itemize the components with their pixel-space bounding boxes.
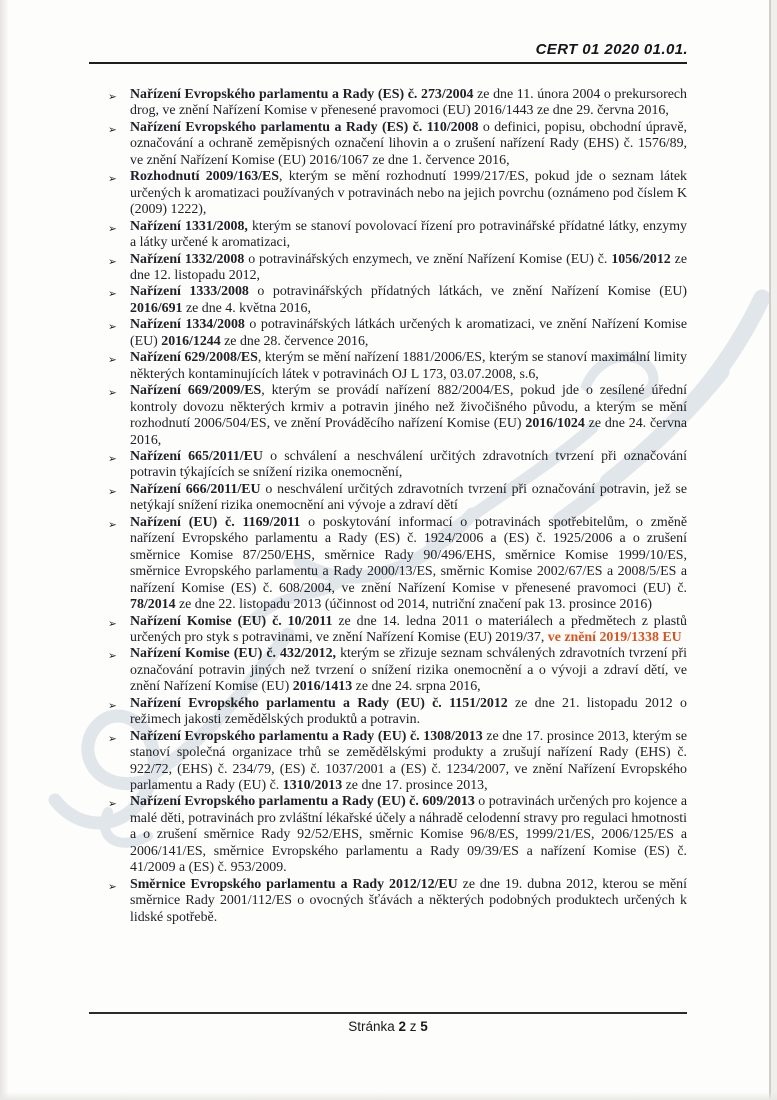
list-item-text: Nařízení Evropského parlamentu a Rady (EU) č. 1151/2012 ze dne 21. listopadu 2012 o režimech jakosti zemědělských produktů a potravin.: [130, 695, 687, 728]
list-item: [107, 794, 687, 876]
list-item-text: Nařízení 1333/2008 o potravinářských přídatných látkách, ve znění Nařízení Komise (EU) 2016/691 ze dne 4. května 2016,: [130, 284, 688, 316]
list-item: [107, 696, 687, 729]
list-item-text: Nařízení (EU) č. 1169/2011 o poskytování informací o potravinách spotřebitelům, o změně nařízení Evropského parlamentu a Rady (ES) č. 1924/2006 a (ES) č. 1925/2006 a o zrušení směrnice Komise 87/250/EHS, směrnice Rady 90/496/EHS, směrnice Komise 1999/10/ES, směrnice Evropského parlamentu a Rady 2000/13/ES, směrnic Komise 2002/67/ES a 2008/5/ES a nařízení Komise (ES) č. 608/2004, ve znění Nařízení Komise v přenesené pravomoci (EU) č. 78/2014 ze dne 22. listopadu 2013 (účinnost od 2014, nutriční značení pak 13. prosince 2016): [130, 514, 687, 613]
list-item: [107, 252, 687, 285]
list-item: [107, 284, 687, 317]
bullet-arrow-icon: ➢: [108, 387, 117, 400]
list-item: [107, 729, 687, 795]
footer-rule: [89, 1012, 687, 1014]
list-item: [107, 646, 687, 695]
list-item: [107, 383, 687, 449]
list-item: [107, 449, 687, 482]
list-item-text: Nařízení Evropského parlamentu a Rady (EU) č. 609/2013 o potravinách určených pro kojence a malé děti, potravinách pro zvláštní lékařské účely a náhradě celodenní stravy pro regulaci hmotnosti a o zrušení směrnice Rady 92/52/EHS, směrnic Komise 96/8/ES, 1999/21/ES, 2006/125/ES a 2006/141/ES, směrnice Evropského parlamentu a Rady 09/39/ES a nařízení Komise (ES) č. 41/2009 a (ES) č. 953/2009.: [130, 794, 688, 876]
page-number-current: 2: [398, 1019, 406, 1034]
list-item-text: Nařízení 665/2011/EU o schválení a neschválení určitých zdravotních tvrzení při označování potravin týkajících se snížení rizika onemocnění,: [130, 448, 687, 481]
list-item-text: Nařízení 666/2011/EU o neschválení určitých zdravotních tvrzení při označování potravin, jež se netýkají snížení rizika onemocnění ani vývoje a zdraví dětí: [130, 481, 687, 514]
list-item-text: Nařízení Evropského parlamentu a Rady (ES) č. 110/2008 o definici, popisu, obchodní úpravě, označování a ochraně zeměpisných označení lihovin a o zrušení nařízení Rady (EHS) č. 1576/89, ve znění Nařízení Komise (EU) 2016/1067 ze dne 1. července 2016,: [130, 119, 688, 168]
bullet-arrow-icon: ➢: [108, 880, 117, 893]
list-item: [107, 87, 687, 120]
bullet-arrow-icon: ➢: [108, 222, 117, 235]
bullet-arrow-icon: ➢: [108, 173, 117, 186]
bullet-arrow-icon: ➢: [108, 354, 117, 367]
list-item: [107, 169, 687, 218]
bullet-arrow-icon: ➢: [108, 650, 117, 663]
page-number-label: Stránka: [348, 1019, 395, 1034]
list-item: [107, 219, 687, 252]
scan-edge-bottom: [0, 1092, 777, 1100]
list-item-text: Nařízení Evropského parlamentu a Rady (EU) č. 1308/2013 ze dne 17. prosince 2013, kterým se stanoví společná organizace trhů se zemědělskými produkty a zrušují nařízení Rady (EHS) č. 922/72, (EHS) č. 234/79, (ES) č. 1037/2001 a (ES) č. 1234/2007, ve znění Nařízení Evropského parlamentu a Rady (EU) č. 1310/2013 ze dne 17. prosince 2013,: [130, 728, 687, 794]
list-item: [107, 120, 687, 169]
bullet-arrow-icon: ➢: [108, 123, 117, 136]
scan-edge-left: [0, 0, 9, 1100]
page-number-separator: z: [409, 1019, 417, 1034]
regulation-list: [107, 87, 687, 926]
bullet-arrow-icon: ➢: [108, 255, 117, 268]
page-number: [89, 1019, 687, 1034]
list-item-text: Nařízení Evropského parlamentu a Rady (ES) č. 273/2004 ze dne 11. února 2004 o prekursorech drog, ve znění Nařízení Komise v přenesené pravomoci (EU) 2016/1443 ze dne 29. června 2016,: [130, 87, 688, 119]
list-item-text: Rozhodnutí 2009/163/ES, kterým se mění rozhodnutí 1999/217/ES, pokud jde o seznam látek určených k aromatizaci používaných v potravinách nebo na jejich povrchu (oznámeno pod číslem K (2009) 1222),: [130, 169, 687, 218]
bullet-arrow-icon: ➢: [108, 452, 117, 465]
list-item-text: Nařízení 669/2009/ES, kterým se provádí nařízení 882/2004/ES, pokud jde o zesílené úřední kontroly dovozu některých krmiv a potravin jiného než živočišného původu, a kterým se mění rozhodnutí 2006/504/ES, ve znění Prováděcího nařízení Komise (EU) 2016/1024 ze dne 24. června 2016,: [130, 383, 688, 448]
list-item-text: Nařízení Komise (EU) č. 10/2011 ze dne 14. ledna 2011 o materiálech a předmětech z plastů určených pro styk s potravinami, ve znění Nařízení Komise (EU) 2019/37, ve znění 2019/1338 EU: [130, 613, 687, 645]
document-code: CERT 01 2020 01.01.: [535, 41, 688, 58]
bullet-arrow-icon: ➢: [108, 518, 117, 531]
list-item-text: Směrnice Evropského parlamentu a Rady 2012/12/EU ze dne 19. dubna 2012, kterou se mění směrnice Rady 2001/112/ES o ovocných šťávách a některých podobných produktech určených k lidské spotřebě.: [130, 876, 687, 925]
bullet-arrow-icon: ➢: [108, 321, 117, 334]
bullet-arrow-icon: ➢: [108, 91, 117, 103]
bullet-arrow-icon: ➢: [108, 732, 117, 745]
list-item: [107, 350, 687, 383]
list-item-text: Nařízení Komise (EU) č. 432/2012, kterým se zřizuje seznam schválených zdravotních tvrzení při označování potravin jiných než tvrzení o snížení rizika onemocnění a o vývoji a zdraví dětí, ve znění Nařízení Komise (EU) 2016/1413 ze dne 24. srpna 2016,: [130, 646, 687, 695]
list-item-text: Nařízení 1332/2008 o potravinářských enzymech, ve znění Nařízení Komise (EU) č. 1056/2012 ze dne 12. listopadu 2012,: [130, 251, 688, 283]
bullet-arrow-icon: ➢: [108, 485, 117, 498]
list-item-text: Nařízení 1331/2008, kterým se stanoví povolovací řízení pro potravinářské přídatné látky, enzymy a látky určené k aromatizaci,: [130, 218, 687, 251]
list-item: [107, 317, 687, 350]
list-item-text: Nařízení 629/2008/ES, kterým se mění nařízení 1881/2006/ES, kterým se stanoví maximální limity některých kontaminujících látek v potravinách OJ L 173, 03.07.2008, s.6,: [130, 350, 687, 382]
bullet-arrow-icon: ➢: [108, 288, 117, 301]
bullet-arrow-icon: ➢: [108, 617, 117, 630]
page-number-total: 5: [420, 1019, 428, 1034]
bullet-arrow-icon: ➢: [108, 798, 117, 811]
list-item: [107, 515, 687, 614]
list-item: [107, 877, 687, 926]
scan-edge-right-band: [771, 0, 777, 1100]
header-rule: [89, 62, 687, 64]
list-item: [107, 614, 687, 647]
list-item-text: Nařízení 1334/2008 o potravinářských látkách určených k aromatizaci, ve znění Nařízení Komise (EU) 2016/1244 ze dne 28. července 2016,: [130, 317, 688, 349]
list-item: [107, 482, 687, 515]
bullet-arrow-icon: ➢: [108, 699, 117, 712]
